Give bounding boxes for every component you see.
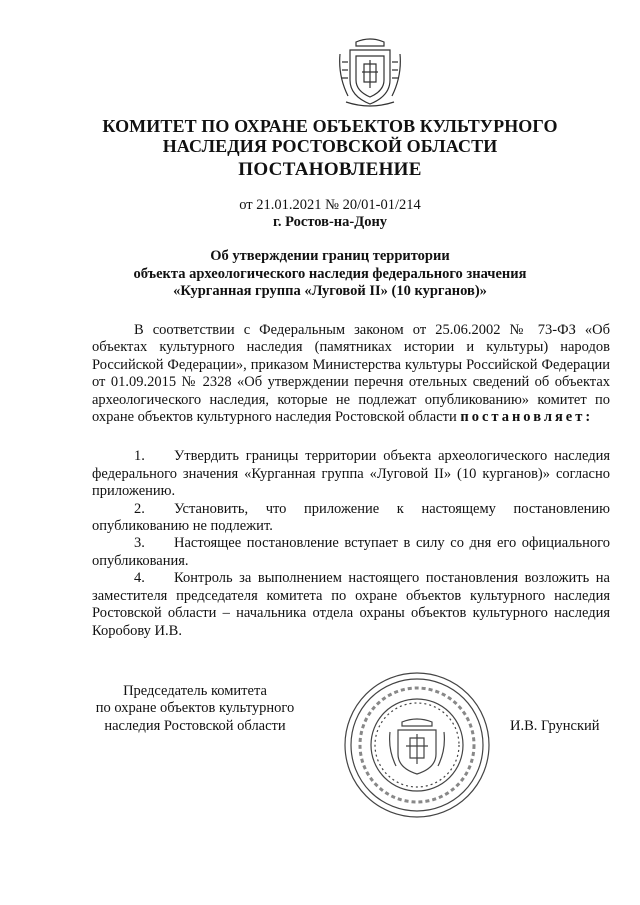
list-item (92, 570, 610, 640)
preamble-text: В соответствии с Федеральным законом от 25.06.2002 № 73-ФЗ «Об объектах культурного наследия (памятниках истории и культуры) народов Российской Федерации», приказом Министерства культуры Российской Федерации от 01.09.2015 № 2328 «Об утверждении перечня отельных сведений об объектах археологического наследия, которые не подлежат опубликованию» комитет по охране объектов культурного наследия Ростовской области (92, 322, 610, 426)
document-city: г. Ростов-на-Дону (272, 214, 388, 230)
coat-of-arms-icon (336, 36, 404, 110)
signatory-title-line-2: по охране объектов культурного (95, 700, 295, 717)
list-item (92, 448, 610, 500)
item-text: Контроль за выполнением настоящего постановления возложить на заместителя председателя комитета по охране объектов культурного наследия Ростовской области – начальника отдела охраны объектов культурного наследия Коробову И.В. (92, 570, 610, 639)
subject-line-1: Об утверждении границ территории (210, 248, 450, 264)
document-type: ПОСТАНОВЛЕНИЕ (238, 159, 422, 180)
subject-line-2: объекта археологического наследия федерального значения (133, 265, 527, 282)
item-number: 4. (134, 570, 145, 587)
item-number: 2. (134, 500, 145, 517)
signatory-title-line-3: наследия Ростовской области (104, 717, 286, 734)
item-number: 3. (134, 535, 145, 552)
official-seal-icon (342, 670, 492, 820)
preamble-paragraph (92, 322, 610, 426)
signatory-title (90, 683, 300, 735)
org-line-1: КОМИТЕТ ПО ОХРАНЕ ОБЪЕКТОВ КУЛЬТУРНОГО (102, 116, 558, 136)
signatory-title-line-1: Председатель комитета (123, 683, 267, 699)
item-number: 1. (134, 448, 145, 465)
subject-line-3: «Курганная группа «Луговой II» (10 курганов)» (173, 283, 487, 299)
item-text: Настоящее постановление вступает в силу со дня его официального опубликования. (92, 535, 610, 569)
document-body (92, 322, 610, 640)
document-date-number: от 21.01.2021 № 20/01-01/214 (239, 197, 421, 213)
document-subject (60, 248, 600, 301)
item-text: Установить, что приложение к настоящему постановлению опубликованию не подлежит. (92, 500, 610, 535)
signatory-name: И.В. Грунский (510, 718, 600, 734)
organization-name (60, 116, 600, 156)
list-item (92, 501, 610, 536)
resolves-word: постановляет: (460, 409, 594, 426)
list-item (92, 535, 610, 570)
org-line-2: НАСЛЕДИЯ РОСТОВСКОЙ ОБЛАСТИ (162, 136, 498, 156)
item-text: Утвердить границы территории объекта археологического наследия федерального значения «Курганная группа «Луговой II» (10 курганов)» согласно приложению. (92, 448, 610, 500)
